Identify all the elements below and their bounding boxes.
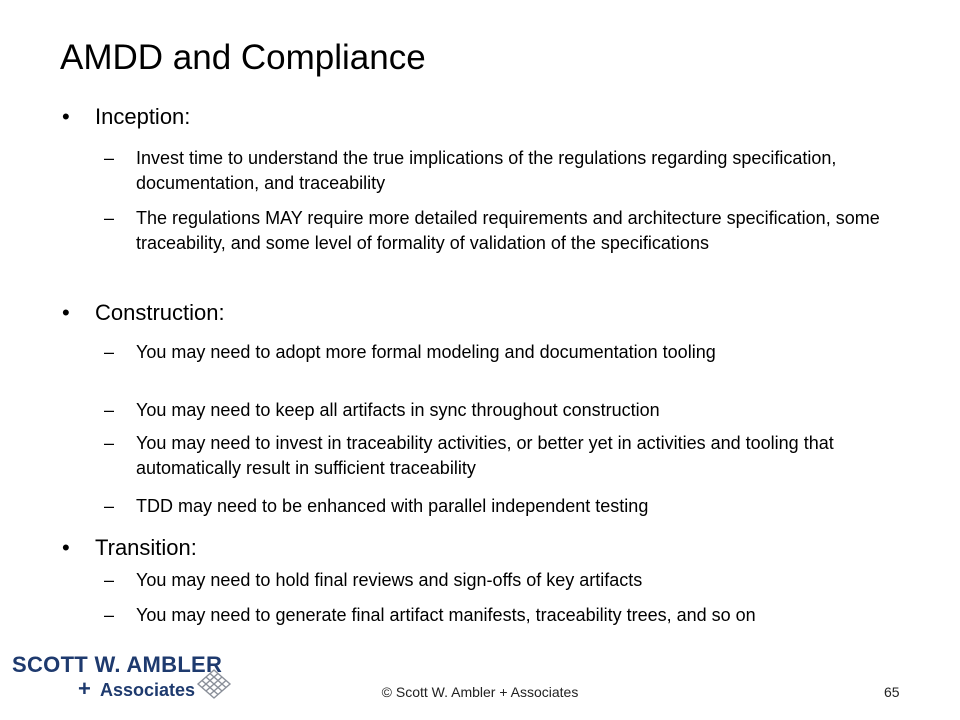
dash-icon: – [104, 496, 115, 516]
dash-icon: – [104, 342, 115, 362]
list-item [104, 206, 904, 256]
dash-icon: – [104, 400, 115, 420]
list-item [104, 146, 904, 196]
list-item-text: You may need to keep all artifacts in sync throughout construction [136, 400, 660, 420]
list-item [104, 431, 904, 481]
dash-icon: – [104, 148, 115, 168]
list-item [104, 568, 904, 593]
dash-icon: – [104, 433, 115, 453]
list-item [104, 494, 904, 519]
dash-icon: – [104, 570, 115, 590]
list-item [104, 398, 904, 423]
list-item-text: You may need to invest in traceability activities, or better yet in activities and tooling that automatically result in sufficient traceability [136, 433, 834, 478]
list-item [104, 340, 904, 365]
list-item-text: TDD may need to be enhanced with parallel independent testing [136, 496, 649, 516]
bullet-icon: • [62, 300, 70, 325]
section-heading-label: Transition: [95, 535, 197, 560]
dash-icon: – [104, 208, 115, 228]
logo-name: SCOTT W. AMBLER [12, 652, 223, 677]
page-number: 65 [884, 684, 900, 700]
section-heading-label: Inception: [95, 104, 191, 129]
bullet-icon: • [62, 535, 70, 560]
footer-copyright: © Scott W. Ambler + Associates [381, 684, 579, 700]
list-item-text: The regulations MAY require more detailed requirements and architecture specification, some traceability, and some level of formality of validation of the specifications [136, 208, 880, 253]
bullet-icon: • [62, 104, 70, 129]
list-item-text: You may need to generate final artifact manifests, traceability trees, and so on [136, 605, 756, 625]
list-item-text: You may need to hold final reviews and sign-offs of key artifacts [136, 570, 643, 590]
list-item-text: You may need to adopt more formal modeling and documentation tooling [136, 342, 716, 362]
section-heading-label: Construction: [95, 300, 225, 325]
logo-plus: + [78, 676, 91, 701]
dash-icon: – [104, 605, 115, 625]
list-item-text: Invest time to understand the true implications of the regulations regarding specification, documentation, and traceability [136, 148, 837, 193]
list-item [104, 603, 904, 628]
logo-associates: Associates [100, 680, 196, 700]
slide-title: AMDD and Compliance [60, 38, 426, 77]
